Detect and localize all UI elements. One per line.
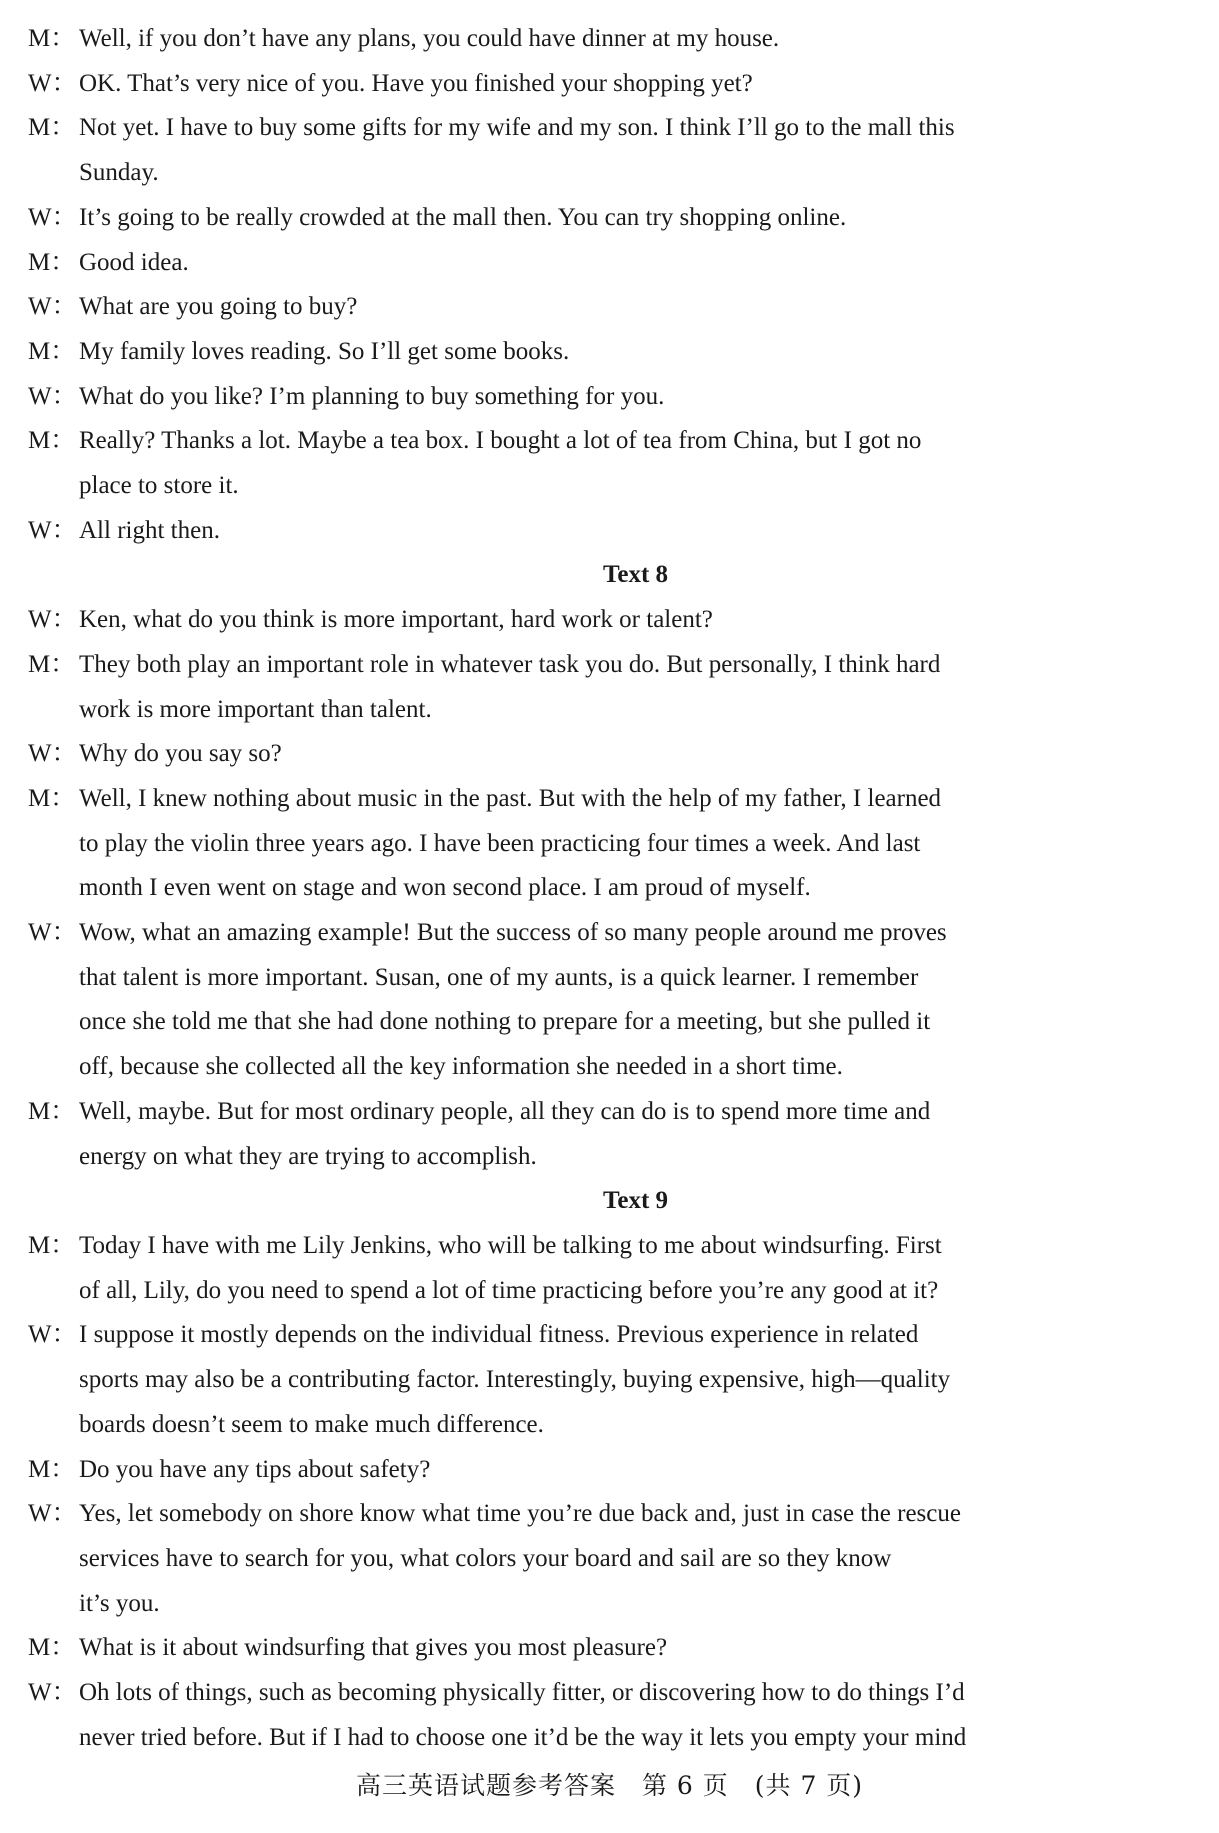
dialogue-text: OK. That’s very nice of you. Have you finished your shopping yet? — [79, 69, 753, 97]
dialogue-line — [28, 1716, 1193, 1761]
dialogue-line — [28, 464, 1193, 509]
dialogue-text: Today I have with me Lily Jenkins, who will be talking to me about windsurfing. First — [79, 1231, 942, 1259]
dialogue-text: it’s you. — [79, 1589, 160, 1617]
dialogue-text: I suppose it mostly depends on the individual fitness. Previous experience in related — [79, 1321, 919, 1349]
dialogue-text: once she told me that she had done nothing to prepare for a meeting, but she pulled it — [79, 1008, 931, 1036]
dialogue-line — [28, 1403, 1193, 1448]
section-heading: Text 9 — [602, 1187, 669, 1215]
speaker-label: W： — [28, 516, 77, 544]
speaker-label: M： — [28, 337, 76, 365]
dialogue-text: Oh lots of things, such as becoming physically fitter, or discovering how to do things I’d — [79, 1679, 965, 1707]
dialogue-text: never tried before. But if I had to choose one it’d be the way it lets you empty your mind — [79, 1723, 967, 1751]
speaker-label: M： — [28, 1097, 76, 1125]
dialogue-text: Not yet. I have to buy some gifts for my wife and my son. I think I’ll go to the mall this — [79, 114, 955, 142]
dialogue-line — [28, 1448, 1193, 1493]
dialogue-text: of all, Lily, do you need to spend a lot of time practicing before you’re any good at it? — [79, 1276, 939, 1304]
dialogue-text: to play the violin three years ago. I have been practicing four times a week. And last — [79, 829, 921, 857]
dialogue-line — [28, 196, 1193, 241]
dialogue-text: Wow, what an amazing example! But the success of so many people around me proves — [79, 919, 947, 947]
dialogue-line — [28, 598, 1193, 643]
dialogue-line — [28, 330, 1193, 375]
dialogue-line — [28, 106, 1193, 151]
dialogue-line — [28, 911, 1193, 956]
dialogue-text: It’s going to be really crowded at the mall then. You can try shopping online. — [79, 203, 847, 231]
dialogue-line — [28, 509, 1193, 554]
dialogue-line — [28, 1492, 1193, 1537]
speaker-label: W： — [28, 69, 77, 97]
speaker-label: M： — [28, 1455, 76, 1483]
dialogue-text: energy on what they are trying to accomplish. — [79, 1142, 537, 1170]
speaker-label: M： — [28, 25, 76, 52]
speaker-label: W： — [28, 203, 77, 231]
speaker-label: W： — [28, 1500, 77, 1528]
dialogue-text: My family loves reading. So I’ll get some books. — [79, 337, 570, 365]
speaker-label: W： — [28, 293, 77, 321]
dialogue-line — [28, 419, 1193, 464]
dialogue-line — [28, 866, 1193, 911]
speaker-label: M： — [28, 1634, 76, 1662]
dialogue-text: Do you have any tips about safety? — [79, 1455, 431, 1483]
speaker-label: W： — [28, 919, 77, 947]
dialogue-line — [28, 241, 1193, 286]
speaker-label: W： — [28, 1321, 77, 1349]
dialogue-line — [28, 956, 1193, 1001]
dialogue-text: services have to search for you, what colors your board and sail are so they know — [79, 1544, 892, 1572]
dialogue-line — [28, 1626, 1193, 1671]
dialogue-line — [28, 822, 1193, 867]
dialogue-line — [28, 1045, 1193, 1090]
dialogue-text: month I even went on stage and won second place. I am proud of myself. — [79, 874, 811, 902]
dialogue-text: What is it about windsurfing that gives you most pleasure? — [79, 1634, 668, 1662]
dialogue-text: sports may also be a contributing factor. Interestingly, buying expensive, high—quality — [79, 1366, 951, 1394]
speaker-label: W： — [28, 382, 77, 410]
dialogue-text: Well, if you don’t have any plans, you could have dinner at my house. — [79, 25, 780, 52]
dialogue-text: What do you like? I’m planning to buy something for you. — [79, 382, 665, 410]
dialogue-line — [28, 151, 1193, 196]
speaker-label: M： — [28, 248, 76, 276]
speaker-label: M： — [28, 1231, 76, 1259]
dialogue-text: All right then. — [79, 516, 220, 544]
dialogue-line — [28, 1537, 1193, 1582]
dialogue-line — [28, 1224, 1193, 1269]
dialogue-line — [28, 1582, 1193, 1627]
dialogue-line — [28, 1269, 1193, 1314]
dialogue-text: Sunday. — [79, 159, 159, 187]
dialogue-text: Well, I knew nothing about music in the past. But with the help of my father, I learned — [79, 784, 942, 812]
dialogue-line — [28, 1135, 1193, 1180]
dialogue-text: place to store it. — [79, 472, 239, 500]
dialogue-text: They both play an important role in whatever task you do. But personally, I think hard — [79, 650, 941, 678]
dialogue-text: Good idea. — [79, 248, 189, 276]
page-footer: 高三英语试题参考答案 第 6 页 (共 7 页) — [355, 1771, 864, 1800]
dialogue-line — [28, 1090, 1193, 1135]
speaker-label: M： — [28, 650, 76, 678]
speaker-label: M： — [28, 427, 76, 455]
speaker-label: W： — [28, 740, 77, 768]
dialogue-line — [28, 1671, 1193, 1716]
dialogue-text: Why do you say so? — [79, 740, 282, 768]
dialogue-line — [28, 777, 1193, 822]
dialogue-line — [28, 1313, 1193, 1358]
dialogue-line — [28, 732, 1193, 777]
dialogue-text: off, because she collected all the key information she needed in a short time. — [79, 1053, 843, 1081]
dialogue-text: Really? Thanks a lot. Maybe a tea box. I bought a lot of tea from China, but I got no — [79, 427, 922, 455]
dialogue-text: that talent is more important. Susan, one of my aunts, is a quick learner. I remember — [79, 963, 919, 991]
answer-page-content — [28, 17, 1193, 1760]
dialogue-text: Ken, what do you think is more important, hard work or talent? — [79, 606, 713, 634]
dialogue-line — [28, 17, 1193, 62]
dialogue-text: Yes, let somebody on shore know what time you’re due back and, just in case the rescue — [79, 1500, 961, 1528]
dialogue-line — [28, 285, 1193, 330]
dialogue-line — [28, 375, 1193, 420]
section-heading: Text 8 — [602, 561, 669, 589]
dialogue-line — [28, 1000, 1193, 1045]
dialogue-line — [28, 688, 1193, 733]
speaker-label: W： — [28, 1679, 77, 1707]
dialogue-text: Well, maybe. But for most ordinary people, all they can do is to spend more time and — [79, 1097, 931, 1125]
speaker-label: W： — [28, 606, 77, 634]
dialogue-line — [28, 643, 1193, 688]
dialogue-line — [28, 62, 1193, 107]
speaker-label: M： — [28, 784, 76, 812]
speaker-label: M： — [28, 114, 76, 142]
dialogue-text: work is more important than talent. — [79, 695, 432, 723]
dialogue-text: boards doesn’t seem to make much difference. — [79, 1410, 544, 1438]
dialogue-text: What are you going to buy? — [79, 293, 358, 321]
dialogue-line — [28, 1358, 1193, 1403]
